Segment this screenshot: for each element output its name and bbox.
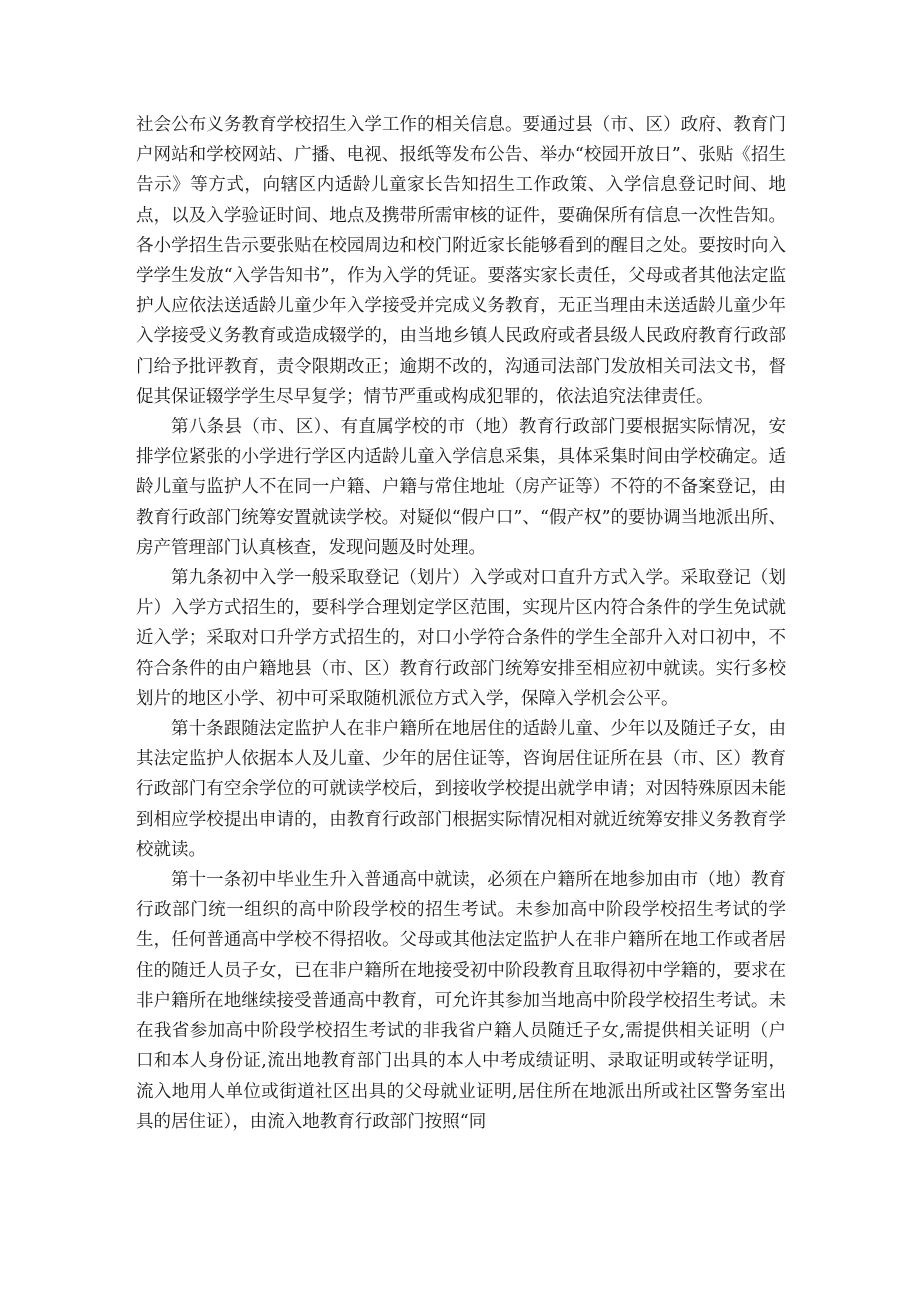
- paragraph-article-9: 第九条初中入学一般采取登记（划片）入学或对口直升方式入学。采取登记（划片）入学方式招生的，要科学合理划定学区范围，实现片区内符合条件的学生免试就近入学；采取对口升学方式招生的，对口小学符合条件的学生全部升入对口初中，不符合条件的由户籍地县（市、区）教育行政部门统筹安排至相应初中就读。实行多校划片的地区小学、初中可采取随机派位方式入学，保障入学机会公平。: [136, 568, 786, 709]
- paragraph-article-10: 第十条跟随法定监护人在非户籍所在地居住的适龄儿童、少年以及随迁子女，由其法定监护人依据本人及儿童、少年的居住证等，咨询居住证所在县（市、区）教育行政部门有空余学位的可就读学校后，到接收学校提出就学申请；对因特殊原因未能到相应学校提出申请的，由教育行政部门根据实际情况相对就近统筹安排义务教育学校就读。: [136, 719, 786, 860]
- paragraph-article-8: 第八条县（市、区）、有直属学校的市（地）教育行政部门要根据实际情况，安排学位紧张的小学进行学区内适龄儿童入学信息采集，具体采集时间由学校确定。适龄儿童与监护人不在同一户籍、户籍与常住地址（房产证等）不符的不备案登记，由教育行政部门统筹安置就读学校。对疑似“假户口”、“假产权”的要协调当地派出所、房产管理部门认真核查，发现问题及时处理。: [136, 417, 786, 558]
- paragraph-article-11: 第十一条初中毕业生升入普通高中就读，必须在户籍所在地参加由市（地）教育行政部门统一组织的高中阶段学校的招生考试。未参加高中阶段学校招生考试的学生，任何普通高中学校不得招收。父母或其他法定监护人在非户籍所在地工作或者居住的随迁人员子女，已在非户籍所在地接受初中阶段教育且取得初中学籍的，要求在非户籍所在地继续接受普通高中教育，可允许其参加当地高中阶段学校招生考试。未在我省参加高中阶段学校招生考试的非我省户籍人员随迁子女,需提供相关证明（户口和本人身份证,流出地教育部门出具的本人中考成绩证明、录取证明或转学证明，流入地用人单位或街道社区出具的父母就业证明,居住所在地派出所或社区警务室出具的居住证），由流入地教育行政部门按照“同: [136, 870, 786, 1132]
- paragraph-continuation: 社会公布义务教育学校招生入学工作的相关信息。要通过县（市、区）政府、教育门户网站和学校网站、广播、电视、报纸等发布公告、举办“校园开放日”、张贴《招生告示》等方式，向辖区内适龄儿童家长告知招生工作政策、入学信息登记时间、地点，以及入学验证时间、地点及携带所需审核的证件，要确保所有信息一次性告知。各小学招生告示要张贴在校园周边和校门附近家长能够看到的醒目之处。要按时向入学学生发放“入学告知书”，作为入学的凭证。要落实家长责任，父母或者其他法定监护人应依法送适龄儿童少年入学接受并完成义务教育，无正当理由未送适龄儿童少年入学接受义务教育或造成辍学的，由当地乡镇人民政府或者县级人民政府教育行政部门给予批评教育，责令限期改正；逾期不改的，沟通司法部门发放相关司法文书，督促其保证辍学学生尽早复学；情节严重或构成犯罪的，依法追究法律责任。: [136, 115, 786, 407]
- document-body: [136, 110, 786, 1137]
